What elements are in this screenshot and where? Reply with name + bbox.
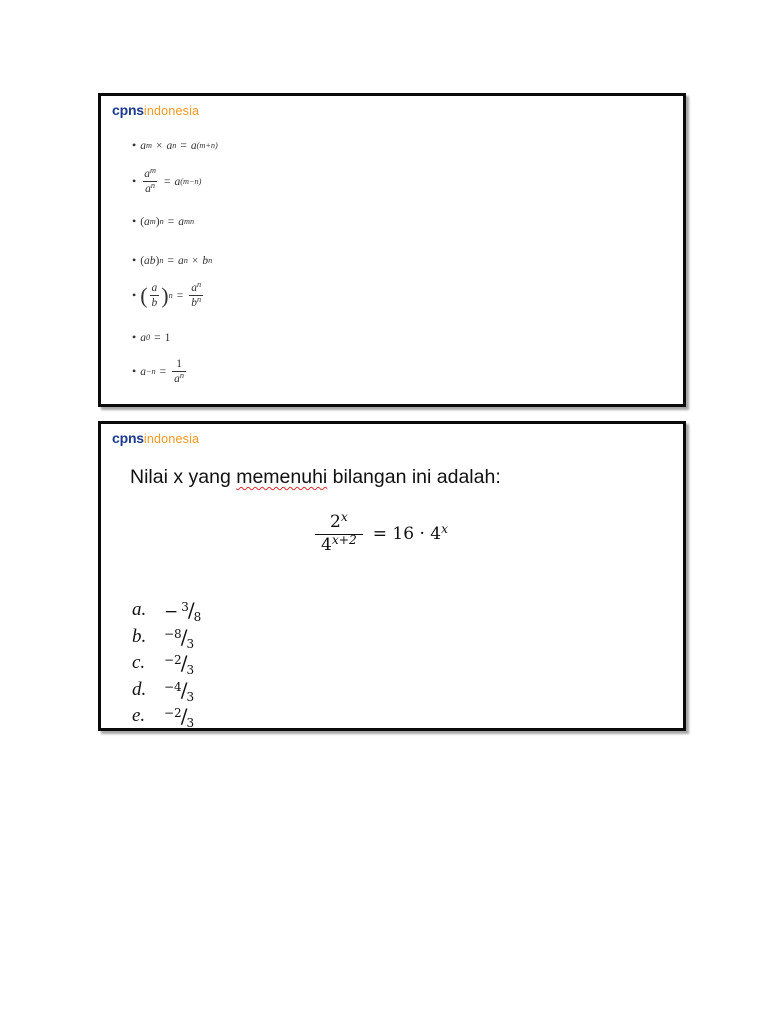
- cpns-indonesia-logo: cpnsindonesia: [112, 430, 200, 446]
- question-equation: $\frac{2^x}{4^{x+2}}$ = $16 \cdot 4^x$: [313, 514, 448, 555]
- option-d[interactable]: d. −4 / 3: [132, 677, 195, 704]
- question-card: [98, 421, 686, 731]
- question-text: Nilai x yang memenuhi bilangan ini adalah:: [130, 466, 501, 488]
- option-a[interactable]: a. − 3 / 8: [132, 598, 202, 625]
- cpns-indonesia-logo: cpnsindonesia: [112, 102, 200, 118]
- exponent-rules-card: [98, 93, 686, 407]
- rule-power-of-product: • ( ab ) n = a n × b n: [132, 253, 213, 267]
- option-e[interactable]: e. −2 / 3: [132, 704, 195, 731]
- rule-product: • a m × a n = a (m+n): [132, 138, 218, 152]
- rule-negative-exponent: • a −n = $\frac{1}{a^n}$: [132, 358, 185, 386]
- rule-power-of-quotient: • ( $\frac{a}{b}$ ) n = $\frac{a^n}{b^n}$: [132, 279, 202, 310]
- spellcheck-underlined-word: memenuhi: [236, 466, 328, 488]
- answer-options: [132, 597, 201, 730]
- option-b[interactable]: b. −8 / 3: [132, 624, 195, 651]
- rule-quotient: • $\frac{a^m}{a^n}$ = a (m−n): [132, 165, 202, 196]
- rule-zero-exponent: • a 0 = 1: [132, 330, 171, 344]
- option-c[interactable]: c. −2 / 3: [132, 651, 195, 678]
- rule-power-of-power: • ( a m ) n = a mn: [132, 214, 195, 228]
